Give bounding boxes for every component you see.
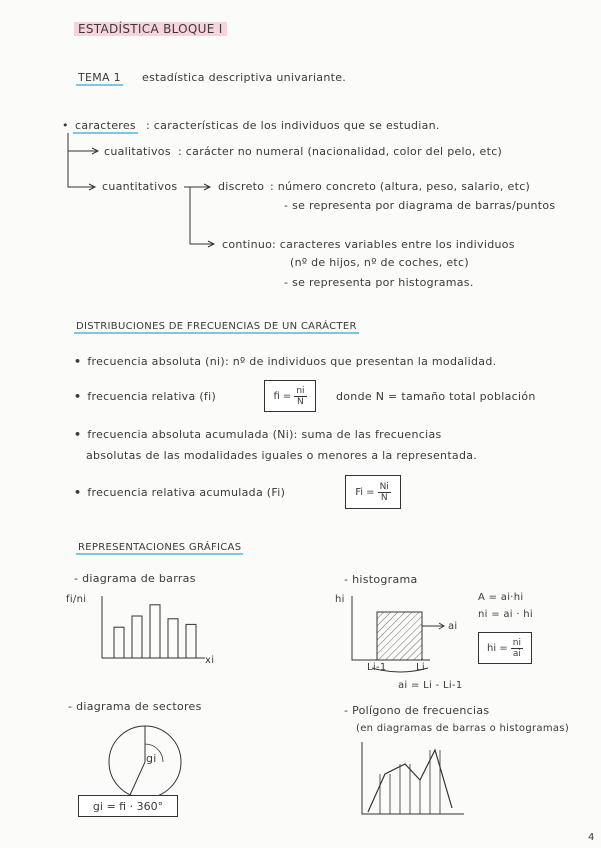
sectores-chart bbox=[105, 722, 185, 802]
freq-rel-acum-formula: Fi = $\frac{Ni}{N}$ bbox=[345, 475, 401, 509]
page-header: ESTADÍSTICA BLOQUE I bbox=[74, 22, 227, 36]
sectores-label: - diagrama de sectores bbox=[68, 700, 202, 713]
discreto-note: - se representa por diagrama de barras/puntos bbox=[284, 199, 556, 212]
freq-abs-acum: • frecuencia absoluta acumulada (Ni): suma de las frecuencias bbox=[74, 428, 442, 441]
bar-5 bbox=[186, 624, 196, 658]
hist-eq2: ni = ai · hi bbox=[478, 609, 534, 620]
hist-ylabel: hi bbox=[335, 594, 345, 605]
cualitativos-text: : carácter no numeral (nacionalidad, color del pelo, etc) bbox=[178, 145, 503, 158]
hist-arrow-label: ai bbox=[448, 621, 458, 632]
histograma-chart bbox=[350, 596, 450, 686]
continuo-text2: (nº de hijos, nº de coches, etc) bbox=[290, 256, 469, 269]
continuo-label: continuo bbox=[222, 238, 273, 251]
freq-abs: • frecuencia absoluta (ni): nº de individuos que presentan la modalidad. bbox=[74, 355, 497, 368]
caracteres-term: caracteres bbox=[75, 119, 136, 132]
hist-eq3: hi = $\frac{ni}{ai}$ bbox=[478, 632, 532, 664]
barras-label: - diagrama de barras bbox=[74, 572, 196, 585]
cualitativos-label: cualitativos bbox=[104, 145, 171, 158]
poligono-note: (en diagramas de barras o histogramas) bbox=[356, 723, 570, 734]
bar-3 bbox=[150, 605, 160, 658]
barras-xlabel: xi bbox=[205, 655, 215, 666]
discreto-text: : número concreto (altura, peso, salario, etc) bbox=[270, 180, 531, 193]
poligono-chart bbox=[360, 742, 470, 822]
representaciones-heading: REPRESENTACIONES GRÁFICAS bbox=[78, 542, 242, 553]
continuo-note: - se representa por histogramas. bbox=[284, 276, 474, 289]
cuantitativos-label: cuantitativos bbox=[102, 180, 178, 193]
freq-rel-note: donde N = tamaño total población bbox=[336, 390, 536, 403]
caracteres-bullet: • bbox=[62, 119, 69, 132]
barras-chart bbox=[100, 596, 210, 666]
tema-text: estadística descriptiva univariante. bbox=[142, 71, 347, 84]
poligono-label: - Polígono de frecuencias bbox=[344, 704, 490, 717]
sectores-formula: gi = fi · 360° bbox=[78, 795, 178, 817]
freq-rel-formula: fi = $\frac{ni}{N}$ bbox=[264, 380, 316, 412]
hist-eq1: A = ai·hi bbox=[478, 592, 524, 603]
sectores-angle: gi bbox=[146, 752, 157, 765]
tema-label: TEMA 1 bbox=[78, 71, 121, 84]
continuo-text: : caracteres variables entre los individuos bbox=[272, 238, 515, 251]
hist-left: Li-1 bbox=[367, 662, 387, 673]
bar-4 bbox=[168, 619, 178, 658]
hist-width: ai = Li - Li-1 bbox=[398, 680, 463, 691]
freq-rel-acum: • frecuencia relativa acumulada (Fi) bbox=[74, 486, 286, 499]
histograma-label: - histograma bbox=[344, 573, 418, 586]
bar-1 bbox=[114, 627, 124, 658]
bar-2 bbox=[132, 616, 142, 658]
barras-ylabel: fi/ni bbox=[66, 594, 87, 605]
caracteres-definition: : características de los individuos que se estudian. bbox=[146, 119, 440, 132]
discreto-label: discreto bbox=[218, 180, 265, 193]
page-number: 4 bbox=[588, 832, 595, 843]
freq-rel: • frecuencia relativa (fi) bbox=[74, 390, 217, 403]
freq-abs-acum2: absolutas de las modalidades iguales o menores a la representada. bbox=[86, 449, 478, 462]
hist-right: Li bbox=[416, 662, 425, 673]
distribuciones-heading: DISTRIBUCIONES DE FRECUENCIAS DE UN CARÁCTER bbox=[76, 321, 357, 332]
